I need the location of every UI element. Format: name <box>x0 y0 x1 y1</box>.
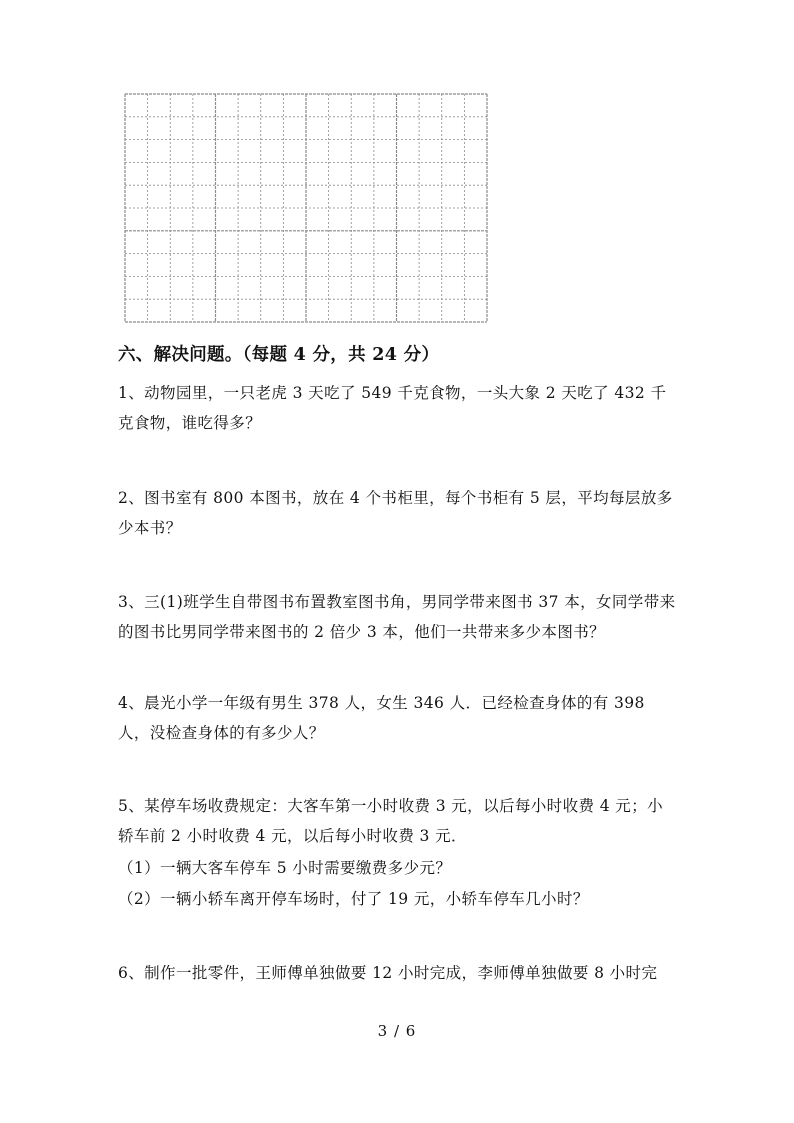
question-6-text: 6、制作一批零件，王师傅单独做要 12 小时完成，李师傅单独做要 8 小时完 <box>118 964 658 982</box>
question-5-text: 5、某停车场收费规定：大客车第一小时收费 3 元，以后每小时收费 4 元；小轿车前 2 小时收费 4 元，以后每小时收费 3 元． <box>118 797 663 845</box>
question-5-part-1: （1）一辆大客车停车 5 小时需要缴费多少元？ <box>118 859 452 877</box>
question-6 <box>118 958 678 988</box>
page-number: 3 / 6 <box>377 1022 417 1040</box>
question-5-part-2: （2）一辆小轿车离开停车场时，付了 19 元，小轿车停车几小时？ <box>118 890 589 908</box>
question-4 <box>118 688 678 748</box>
question-4-text: 4、晨光小学一年级有男生 378 人，女生 346 人．已经检查身体的有 398 人，没检查身体的有多少人？ <box>118 694 645 742</box>
section-title: 六、解决问题。（每题 4 分，共 24 分） <box>118 345 440 365</box>
question-2 <box>118 483 678 543</box>
question-2-text: 2、图书室有 800 本图书，放在 4 个书柜里，每个书柜有 5 层，平均每层放多少本书？ <box>118 489 673 537</box>
question-3-text: 3、三(1)班学生自带图书布置教室图书角，男同学带来图书 37 本，女同学带来的图书比男同学带来图书的 2 倍少 3 本，他们一共带来多少本图书？ <box>118 593 676 641</box>
question-1 <box>118 378 678 438</box>
question-3 <box>118 587 678 647</box>
question-5 <box>118 791 678 851</box>
question-1-text: 1、动物园里，一只老虎 3 天吃了 549 千克食物，一头大象 2 天吃了 432 千克食物，谁吃得多？ <box>118 384 667 432</box>
writing-grid <box>124 93 488 323</box>
